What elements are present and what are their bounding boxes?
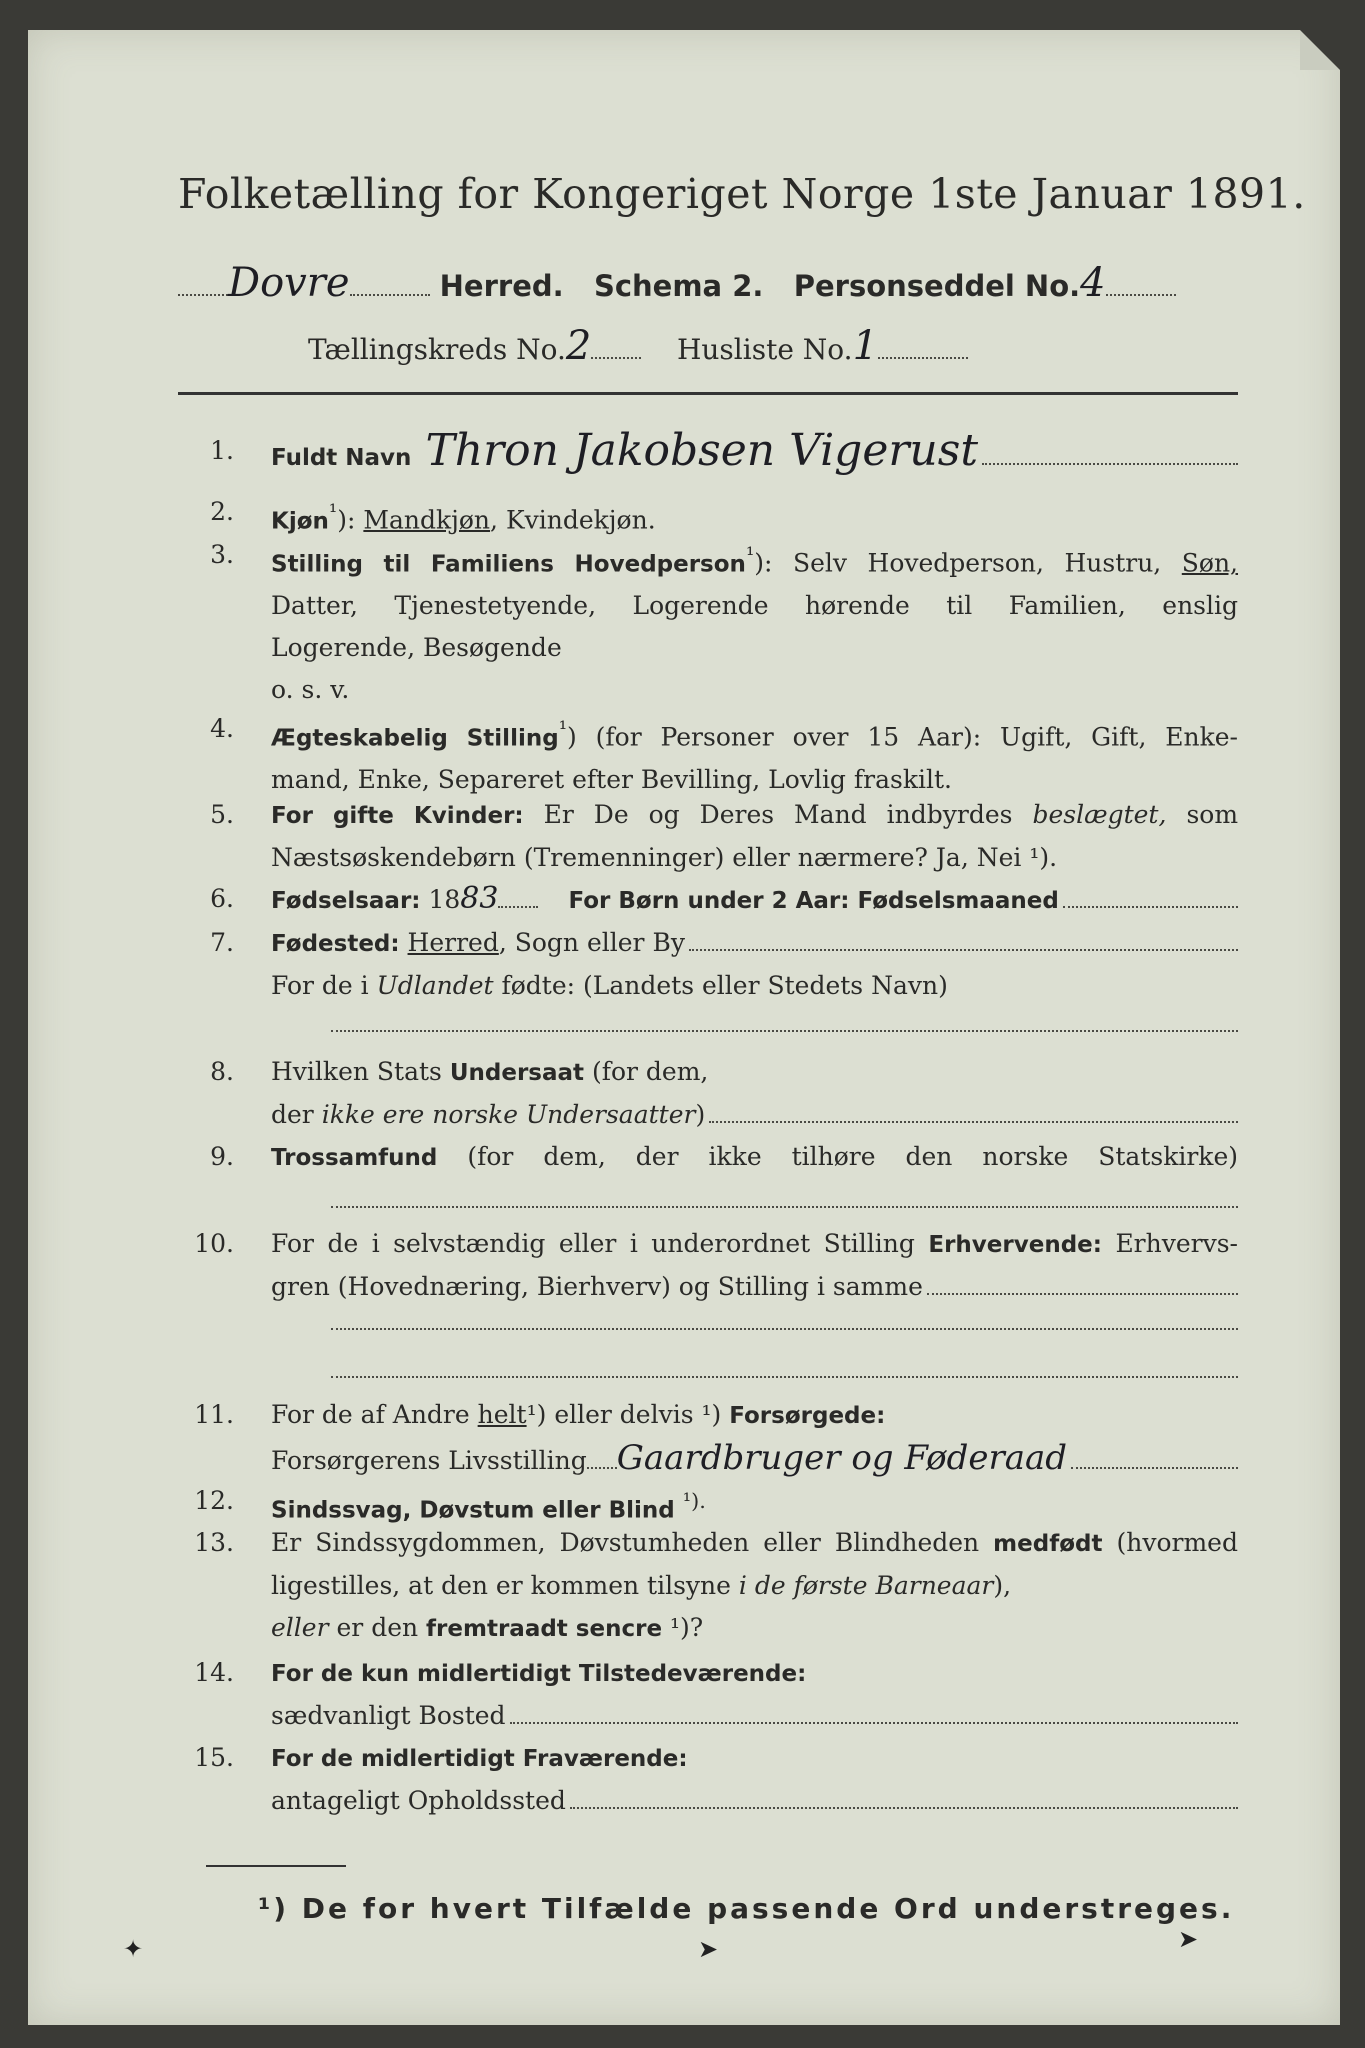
- item-number: 3.: [210, 540, 234, 569]
- item-number: 6.: [210, 884, 234, 913]
- field-text: eller: [271, 1613, 329, 1642]
- field-text: Erhvervs-: [1115, 1229, 1239, 1258]
- blank-line: [331, 1376, 1238, 1378]
- field-label: Sindssvag, Døvstum eller Blind: [271, 1497, 675, 1524]
- field-label: Fødested:: [271, 931, 400, 957]
- dotted-leader: [982, 463, 1238, 465]
- folded-corner: [1300, 30, 1340, 70]
- birth-year-prefix: 18: [428, 885, 461, 914]
- item-number: 14.: [194, 1658, 234, 1687]
- item-number: 5.: [210, 800, 234, 829]
- field-text: mand, Enke, Separeret efter Bevilling, Lovlig fraskilt.: [271, 765, 952, 795]
- field-text: er den: [336, 1613, 419, 1642]
- dotted-leader: [587, 1467, 617, 1469]
- field-label: Fødselsaar:: [271, 888, 421, 914]
- field-label: Ægteskabelig Stilling: [271, 725, 559, 752]
- header-line: [178, 260, 1248, 304]
- pointer-mark-icon: ✦: [123, 1935, 144, 1963]
- field-text: o. s. v.: [271, 675, 350, 705]
- field-text: Udlandet: [376, 971, 494, 1000]
- dotted-leader: [689, 949, 1238, 951]
- field-label: fremtraadt sencre: [426, 1616, 663, 1642]
- field-text: For de i: [271, 971, 369, 1000]
- dotted-leader: [878, 357, 968, 359]
- field-text: Er De og Deres Mand indbyrdes: [543, 800, 1013, 829]
- field-label: midlertidigt Tilstedeværende:: [417, 1661, 807, 1687]
- item-number: 7.: [210, 928, 234, 957]
- field-text: ligestilles, at den er kommen tilsyne: [271, 1571, 731, 1600]
- supported-selected-option: helt: [477, 1400, 527, 1429]
- field-text: i de første Barneaar: [738, 1571, 994, 1600]
- pointer-mark-icon: ➤: [1178, 1925, 1199, 1953]
- provider-occupation-value: Gaardbruger og Føderaad: [616, 1438, 1068, 1478]
- field-text: der: [271, 1100, 314, 1129]
- herred-label: Herred.: [439, 269, 564, 303]
- field-text: ikke ere norske Undersaatter: [321, 1100, 696, 1129]
- dotted-leader: [1063, 906, 1238, 908]
- field-label: Stilling til Familiens Hovedperson: [271, 551, 746, 578]
- header-rule: [178, 392, 1238, 395]
- field-text: som: [1186, 800, 1239, 829]
- field-label: For Børn under 2 Aar: Fødselsmaaned: [568, 888, 1059, 914]
- item-number: 2.: [210, 497, 234, 526]
- field-text: ),: [993, 1571, 1012, 1600]
- item-number: 12.: [194, 1486, 234, 1515]
- husliste-label: Husliste No.: [676, 333, 853, 366]
- field-label: For de: [271, 1746, 353, 1772]
- field-text: Hvilken Stats: [271, 1057, 442, 1086]
- field-text: beslægtet,: [1032, 800, 1167, 829]
- personseddel-value: 4: [1080, 260, 1106, 306]
- field-label: medfødt: [993, 1531, 1103, 1557]
- dotted-leader: [1071, 1467, 1238, 1469]
- birth-year-value: 83: [460, 881, 499, 916]
- field-label: For: [271, 803, 313, 829]
- dotted-leader: [350, 294, 430, 296]
- form-title: Folketælling for Kongeriget Norge 1ste Januar 1891.: [178, 170, 1306, 218]
- dotted-leader: [591, 357, 641, 359]
- field-text: fødte: (Landets eller Stedets Navn): [501, 971, 948, 1000]
- field-text: (hvormed: [1116, 1528, 1238, 1557]
- field-text: For de af Andre: [271, 1400, 470, 1429]
- kreds-line: [308, 323, 1108, 369]
- footnote-ref: ¹: [745, 543, 755, 567]
- field-label: Undersaat: [449, 1060, 585, 1086]
- dotted-leader: [178, 294, 228, 296]
- field-label: Kjøn: [271, 508, 329, 535]
- family-position-selected-option: Søn,: [1181, 548, 1239, 578]
- personseddel-label: Personseddel No.: [793, 269, 1081, 303]
- field-text: Er Sindssygdommen, Døvstumheden eller Blindheden: [271, 1528, 980, 1557]
- dotted-leader: [498, 906, 538, 908]
- gender-selected-option: Mandkjøn: [363, 505, 491, 535]
- field-text: antageligt Opholdssted: [271, 1786, 566, 1815]
- census-form-page: [28, 30, 1340, 2025]
- field-text: ): [695, 1100, 706, 1129]
- blank-line: [331, 1328, 1238, 1330]
- field-text: Datter, Tjenestetyende, Logerende hørende til Familien, enslig: [271, 591, 1238, 621]
- field-label: gifte Kvinder:: [332, 803, 524, 829]
- field-label: Fuldt Navn: [271, 445, 412, 471]
- kreds-label: Tællingskreds No.: [308, 333, 566, 366]
- field-text: , Sogn eller By: [498, 928, 685, 957]
- blank-line: [331, 1030, 1238, 1032]
- birthplace-selected-option: Herred: [407, 928, 499, 957]
- item-number: 15.: [194, 1743, 234, 1772]
- dotted-leader: [510, 1722, 1238, 1724]
- field-label: For de kun: [271, 1661, 410, 1687]
- item-number: 9.: [210, 1142, 234, 1171]
- field-text: ¹)?: [670, 1613, 704, 1642]
- field-label: Trossamfund: [271, 1145, 438, 1171]
- kreds-value: 2: [565, 323, 592, 369]
- field-text: (for dem, der ikke tilhøre den norske Statskirke): [467, 1142, 1238, 1171]
- field-text: ):: [337, 505, 364, 535]
- item-number: 4.: [210, 714, 234, 743]
- field-text: gren (Hovednæring, Bierhverv) og Stilling i samme: [271, 1272, 923, 1301]
- field-text: (for dem,: [591, 1057, 709, 1086]
- field-label: Forsørgede:: [729, 1403, 886, 1429]
- herred-value: Dovre: [228, 260, 350, 306]
- field-text: ) (for Personer over 15 Aar): Ugift, Gift, Enke-: [567, 722, 1239, 752]
- full-name-value: Thron Jakobsen Vigerust: [425, 425, 979, 476]
- husliste-value: 1: [852, 323, 879, 369]
- field-text: Logerende, Besøgende: [271, 633, 562, 663]
- footnote-ref: ¹: [558, 717, 568, 741]
- field-label: midlertidigt Fraværende:: [360, 1746, 688, 1772]
- pointer-mark-icon: ➤: [698, 1935, 719, 1963]
- item-number: 10.: [194, 1229, 234, 1258]
- dotted-leader: [570, 1807, 1238, 1809]
- footnote-ref: ¹).: [682, 1489, 706, 1513]
- field-text: For de i selvstændig eller i underordnet Stilling: [271, 1229, 915, 1258]
- field-text: ): Selv Hovedperson, Hustru,: [754, 548, 1162, 578]
- dotted-leader: [1106, 294, 1176, 296]
- schema-label: Schema 2.: [593, 269, 764, 303]
- field-text: sædvanligt Bosted: [271, 1701, 506, 1730]
- footnote-rule: [206, 1865, 346, 1867]
- item-number: 1.: [210, 436, 234, 465]
- field-label: Erhvervende:: [928, 1232, 1102, 1258]
- field-text: Forsørgerens Livsstilling: [271, 1446, 587, 1475]
- field-text: ¹) eller delvis ¹): [526, 1400, 722, 1429]
- item-number: 8.: [210, 1057, 234, 1086]
- footnote-ref: ¹: [328, 500, 338, 524]
- field-text: Næstsøskendebørn (Tremenninger) eller nærmere? Ja, Nei ¹).: [271, 843, 1058, 872]
- item-number: 13.: [194, 1528, 234, 1557]
- dotted-leader: [709, 1121, 1238, 1123]
- blank-line: [331, 1206, 1238, 1208]
- dotted-leader: [927, 1293, 1238, 1295]
- footnote: ¹) De for hvert Tilfælde passende Ord understreges.: [258, 1892, 1235, 1925]
- field-text: , Kvindekjøn.: [490, 505, 656, 535]
- item-number: 11.: [194, 1400, 234, 1429]
